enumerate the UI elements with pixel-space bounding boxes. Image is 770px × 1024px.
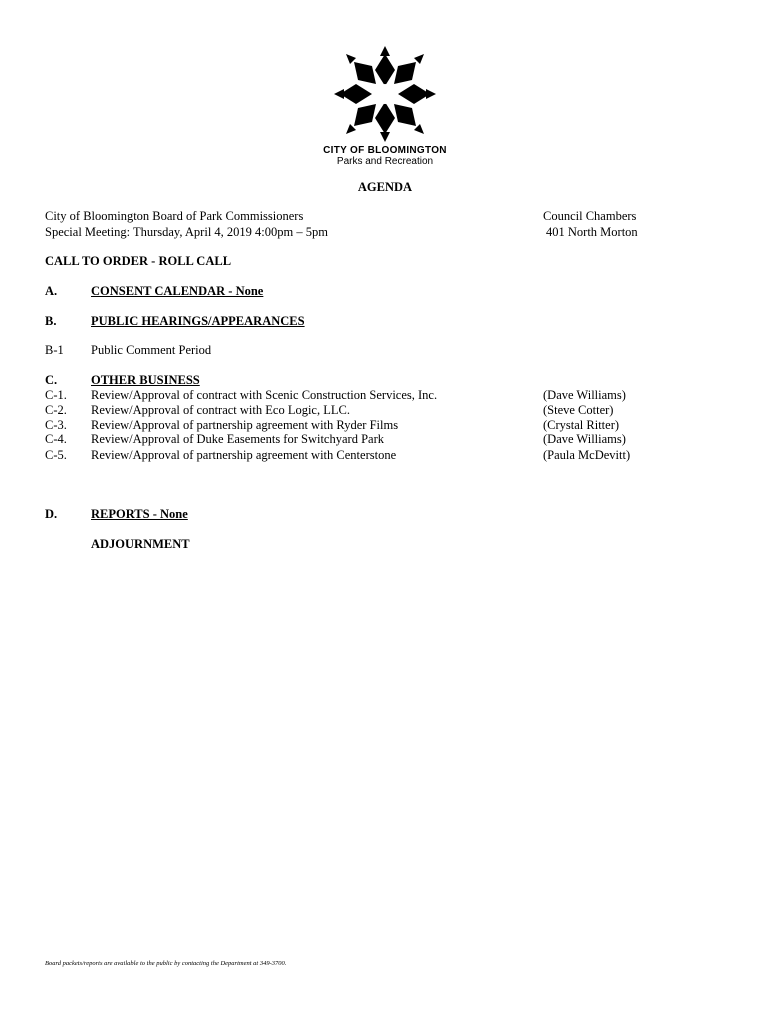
agenda-item-text: Review/Approval of Duke Easements for Switchyard Park: [91, 432, 384, 446]
city-logo: [334, 44, 436, 144]
agenda-item-text: Review/Approval of contract with Eco Logic, LLC.: [91, 403, 350, 417]
section-b-title: PUBLIC HEARINGS/APPEARANCES: [91, 314, 305, 328]
agenda-item-presenter: (Dave Williams): [543, 432, 626, 446]
agenda-title: AGENDA: [357, 180, 413, 194]
meeting-address: 401 North Morton: [546, 225, 638, 239]
agenda-item-number: C-5.: [45, 448, 67, 462]
item-b1-text: Public Comment Period: [91, 343, 212, 357]
section-a-label: A.: [45, 284, 58, 298]
agenda-item-presenter: (Crystal Ritter): [543, 418, 620, 432]
call-to-order: CALL TO ORDER - ROLL CALL: [45, 254, 232, 268]
adjournment: ADJOURNMENT: [91, 537, 190, 551]
section-d-label: D.: [45, 507, 58, 521]
section-c-label: C.: [45, 373, 58, 387]
agenda-item-number: C-4.: [45, 432, 67, 446]
board-name: City of Bloomington Board of Park Commissioners: [45, 209, 304, 223]
agenda-item-text: Review/Approval of partnership agreement with Ryder Films: [91, 418, 399, 432]
agenda-item-text: Review/Approval of partnership agreement with Centerstone: [91, 448, 397, 462]
footer-note: Board packets/reports are available to the public by contacting the Department at 349-3700.: [45, 960, 287, 967]
logo-subtitle: Parks and Recreation: [336, 156, 434, 167]
agenda-item-number: C-3.: [45, 418, 67, 432]
agenda-item-presenter: (Dave Williams): [543, 388, 626, 402]
section-c-title: OTHER BUSINESS: [91, 373, 200, 387]
meeting-location: Council Chambers: [543, 209, 637, 223]
item-b1-number: B-1: [45, 343, 64, 357]
star-snowflake-logo-icon: [334, 44, 436, 144]
agenda-item-presenter: (Steve Cotter): [543, 403, 614, 417]
agenda-item-presenter: (Paula McDevitt): [543, 448, 631, 462]
logo-title: CITY OF BLOOMINGTON: [323, 145, 447, 156]
section-b-label: B.: [45, 314, 57, 328]
meeting-datetime: Special Meeting: Thursday, April 4, 2019 4:00pm – 5pm: [45, 225, 328, 239]
section-a-title: CONSENT CALENDAR - None: [91, 284, 264, 298]
section-d-title: REPORTS - None: [91, 507, 188, 521]
agenda-item-text: Review/Approval of contract with Scenic Construction Services, Inc.: [91, 388, 438, 402]
agenda-item-number: C-2.: [45, 403, 67, 417]
agenda-item-number: C-1.: [45, 388, 67, 402]
